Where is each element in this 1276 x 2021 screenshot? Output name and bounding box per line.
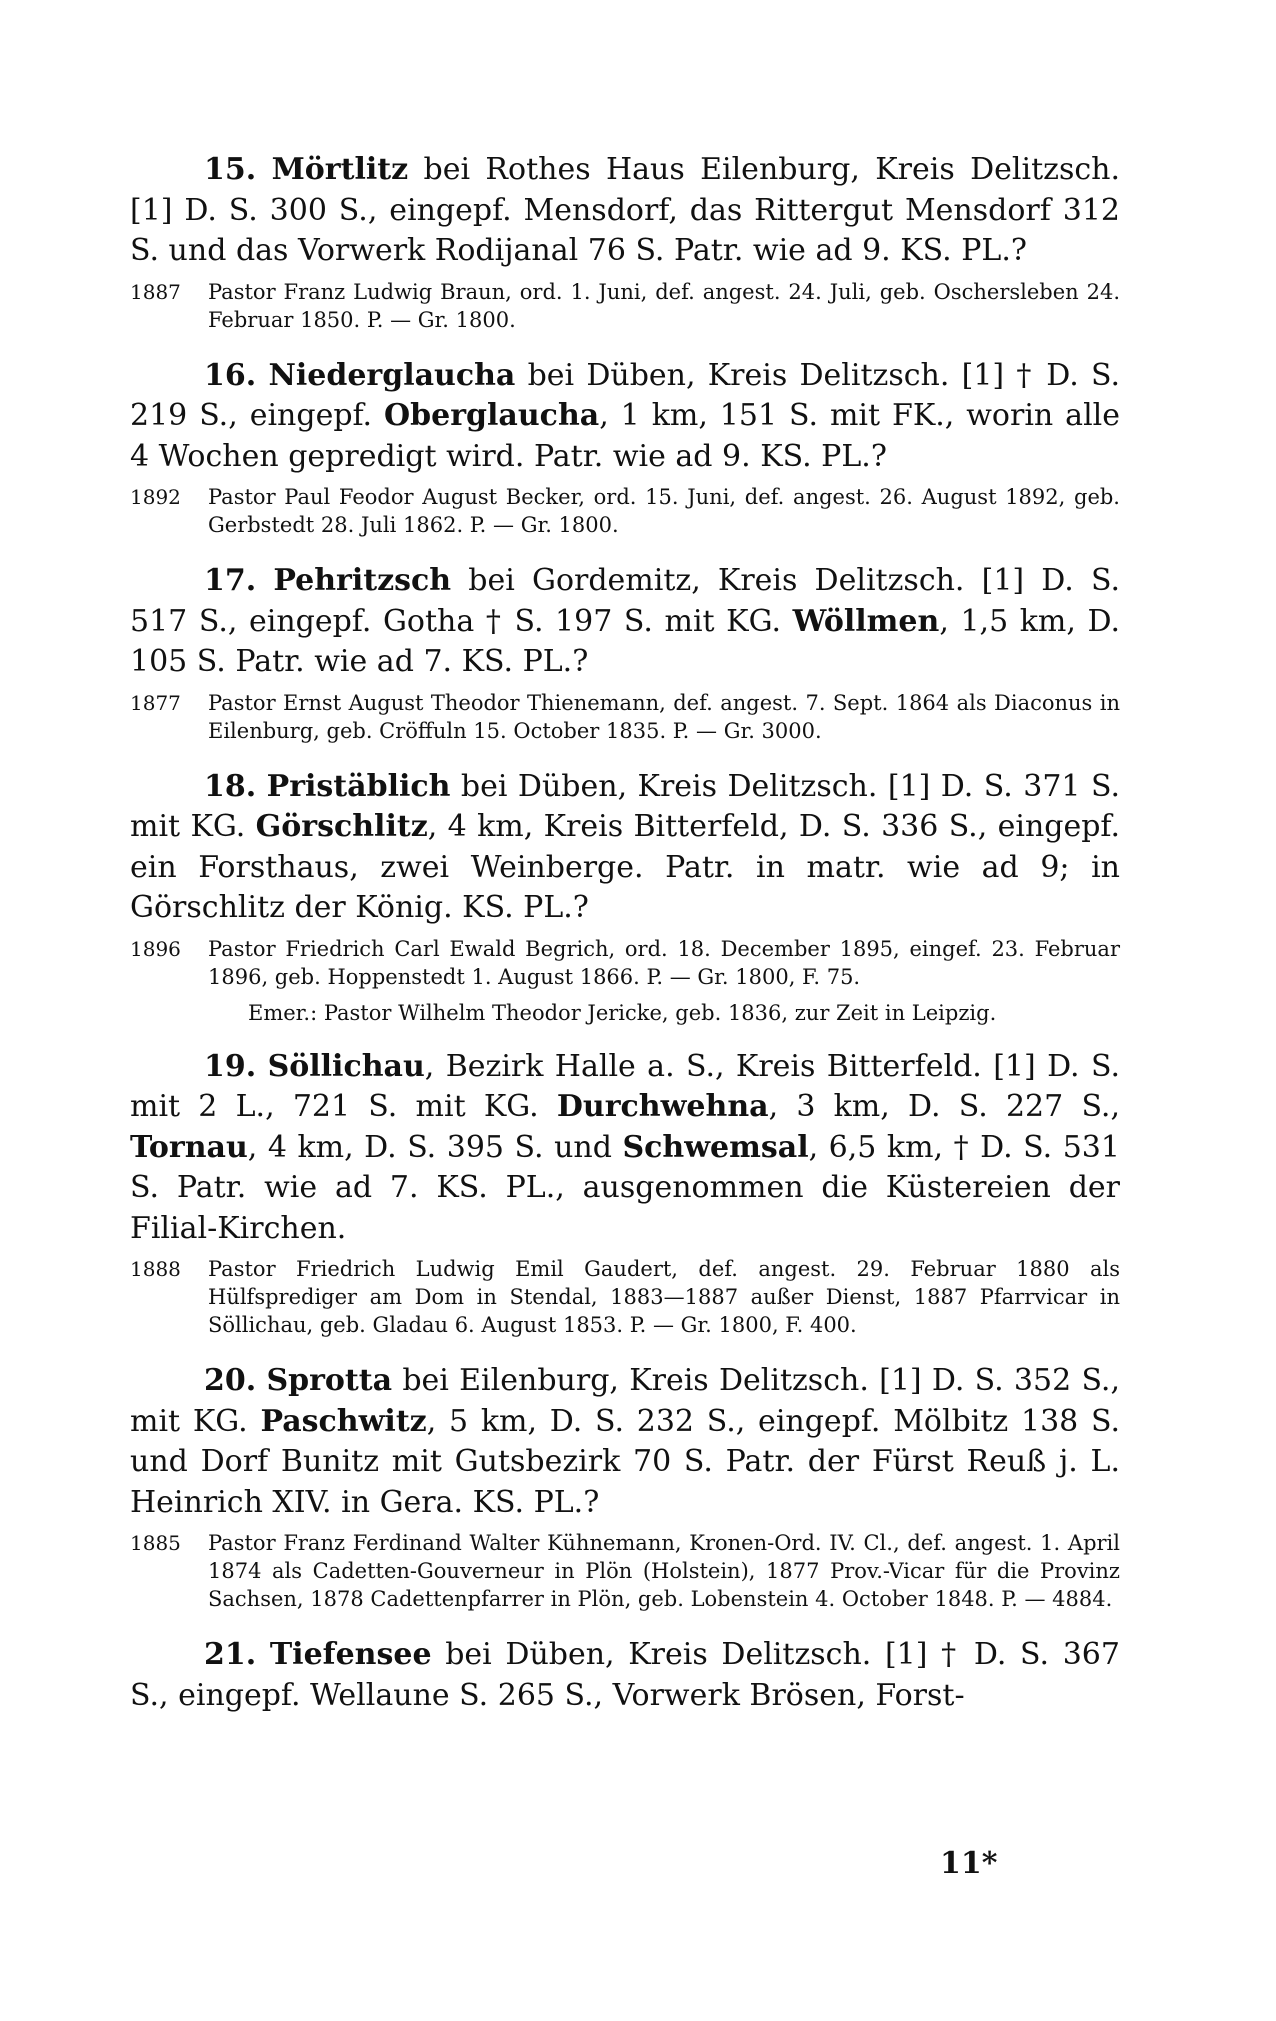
entry-text: , 6,5 km, † D. S. 531 S. Patr. wie ad 7. KS. PL., ausgenommen die Küstereien der Filial-Kirchen. (130, 1129, 1120, 1246)
note-text: Pastor Paul Feodor August Becker, ord. 15. Juni, def. angest. 26. August 1892, geb. Gerbstedt 28. Juli 1862. P. — Gr. 1800. (208, 485, 1120, 537)
parish-name: Mörtlitz (271, 152, 409, 187)
note-text: Pastor Friedrich Carl Ewald Begrich, ord. 18. December 1895, eingef. 23. Februar 1896, geb. Hoppenstedt 1. August 1866. P. — Gr. 1800, F. 75. (208, 936, 1120, 989)
entry-heading (130, 1361, 1120, 1523)
entry-heading (130, 1635, 1120, 1716)
entry-18 (130, 767, 1120, 1027)
entry-heading (130, 150, 1120, 272)
pastor-note (130, 1255, 1120, 1339)
filial-name: Oberglaucha (384, 398, 600, 433)
entry-text: bei Rothes Haus Eilenburg, Kreis Delitzsch. [1] D. S. 300 S., eingepf. Mensdorf, das Rittergut Mensdorf 312 S. und das Vorwerk Rodijanal 76 S. Patr. wie ad 9. KS. PL.? (130, 152, 1121, 268)
entry-16 (130, 356, 1120, 540)
parish-name: Söllichau (267, 1048, 425, 1084)
note-year: 1896 (130, 936, 181, 961)
entry-21 (130, 1635, 1120, 1716)
entry-heading (130, 356, 1120, 478)
filial-name: Durchwehna (556, 1089, 769, 1124)
parish-name: Pehritzsch (273, 563, 452, 598)
entry-text: bei Düben, Kreis Delitzsch. [1] D. S. 371 S. mit KG. (130, 768, 1120, 844)
filial-name: Tornau (130, 1129, 248, 1165)
filial-name: Wöllmen (792, 603, 940, 639)
entry-17 (130, 561, 1120, 745)
entry-text: , 1,5 km, D. 105 S. Patr. wie ad 7. KS. PL.? (130, 603, 1121, 679)
pastor-note (130, 278, 1120, 334)
parish-name: Pristäblich (266, 768, 451, 804)
entry-text: , Bezirk Halle a. S., Kreis Bitterfeld. [1] D. S. mit 2 L., 721 S. mit KG. (130, 1048, 1120, 1124)
note-year: 1885 (130, 1531, 181, 1555)
pastor-note (130, 935, 1120, 991)
entry-number: 15. (204, 152, 257, 187)
entry-15 (130, 150, 1120, 334)
entry-heading (130, 767, 1120, 929)
parish-name: Niederglaucha (268, 357, 516, 393)
entry-number: 21. (204, 1637, 257, 1672)
entry-text: , 1 km, 151 S. mit FK., worin alle 4 Wochen gepredigt wird. Patr. wie ad 9. KS. PL.? (130, 398, 1121, 474)
pastor-note (130, 689, 1120, 745)
note-text: Pastor Friedrich Ludwig Emil Gaudert, def. angest. 29. Februar 1880 als Hülfsprediger am Dom in Stendal, 1883—1887 außer Dienst, 1887 Pfarrvicar in Söllichau, geb. Gladau 6. August 1853. P. — Gr. 1800, F. 400. (208, 1257, 1120, 1337)
entry-20 (130, 1361, 1120, 1613)
page-number: 11* (940, 1846, 998, 1881)
filial-name: Görschlitz (255, 809, 428, 844)
pastor-note (130, 483, 1120, 539)
document-page (130, 150, 1120, 1722)
entry-text: bei Düben, Kreis Delitzsch. [1] † D. S. 219 S., eingepf. (130, 357, 1120, 433)
note-year: 1892 (130, 485, 181, 509)
filial-name: Schwemsal (622, 1129, 809, 1165)
emeritus-note: Emer.: Pastor Wilhelm Theodor Jericke, geb. 1836, zur Zeit in Leipzig. (248, 1000, 997, 1025)
entry-heading (130, 1047, 1120, 1250)
entry-text: bei Eilenburg, Kreis Delitzsch. [1] D. S. 352 S., mit KG. (130, 1363, 1120, 1439)
note-text: Pastor Ernst August Theodor Thienemann, def. angest. 7. Sept. 1864 als Diaconus in Eilenburg, geb. Cröffuln 15. October 1835. P. — Gr. 3000. (208, 690, 1120, 743)
pastor-note (130, 1529, 1120, 1613)
parish-name: Tiefensee (269, 1637, 432, 1672)
note-year: 1888 (130, 1257, 181, 1281)
note-year: 1877 (130, 690, 181, 715)
entry-number: 16. (204, 357, 257, 393)
entry-number: 19. (204, 1048, 257, 1084)
entry-19 (130, 1047, 1120, 1340)
entry-text: , 4 km, D. S. 395 S. und (247, 1129, 623, 1165)
parish-name: Sprotta (266, 1363, 393, 1398)
entry-number: 17. (204, 563, 257, 598)
entry-number: 18. (204, 768, 257, 804)
entry-heading (130, 561, 1120, 683)
entry-text: , 3 km, D. S. 227 S., (768, 1089, 1120, 1124)
note-text: Pastor Franz Ludwig Braun, ord. 1. Juni, def. angest. 24. Juli, geb. Oschersleben 24. Februar 1850. P. — Gr. 1800. (208, 279, 1120, 332)
entry-text: bei Gordemitz, Kreis Delitzsch. [1] D. S. 517 S., eingepf. Gotha † S. 197 S. mit KG. (130, 563, 1120, 639)
entry-text: , 4 km, Kreis Bitterfeld, D. S. 336 S., eingepf. ein Forsthaus, zwei Weinberge. Patr. in matr. wie ad 9; in Görschlitz der König. KS. PL.? (130, 809, 1121, 925)
note-text: Pastor Franz Ferdinand Walter Kühnemann, Kronen-Ord. IV. Cl., def. angest. 1. April 1874 als Cadetten-Gouverneur in Plön (Holstein), 1877 Prov.-Vicar für die Provinz Sachsen, 1878 Cadettenpfarrer in Plön, geb. Lobenstein 4. October 1848. P. — 4884. (208, 1531, 1120, 1611)
entry-text: bei Düben, Kreis Delitzsch. [1] † D. S. 367 S., eingepf. Wellaune S. 265 S., Vorwerk Brösen, Forst- (130, 1637, 1120, 1713)
entry-text: , 5 km, D. S. 232 S., eingepf. Mölbitz 138 S. und Dorf Bunitz mit Gutsbezirk 70 S. Patr. der Fürst Reuß j. L. Heinrich XIV. in Gera. KS. PL.? (130, 1403, 1121, 1520)
filial-name: Paschwitz (260, 1403, 427, 1439)
note-year: 1887 (130, 279, 181, 304)
entry-number: 20. (204, 1363, 257, 1398)
